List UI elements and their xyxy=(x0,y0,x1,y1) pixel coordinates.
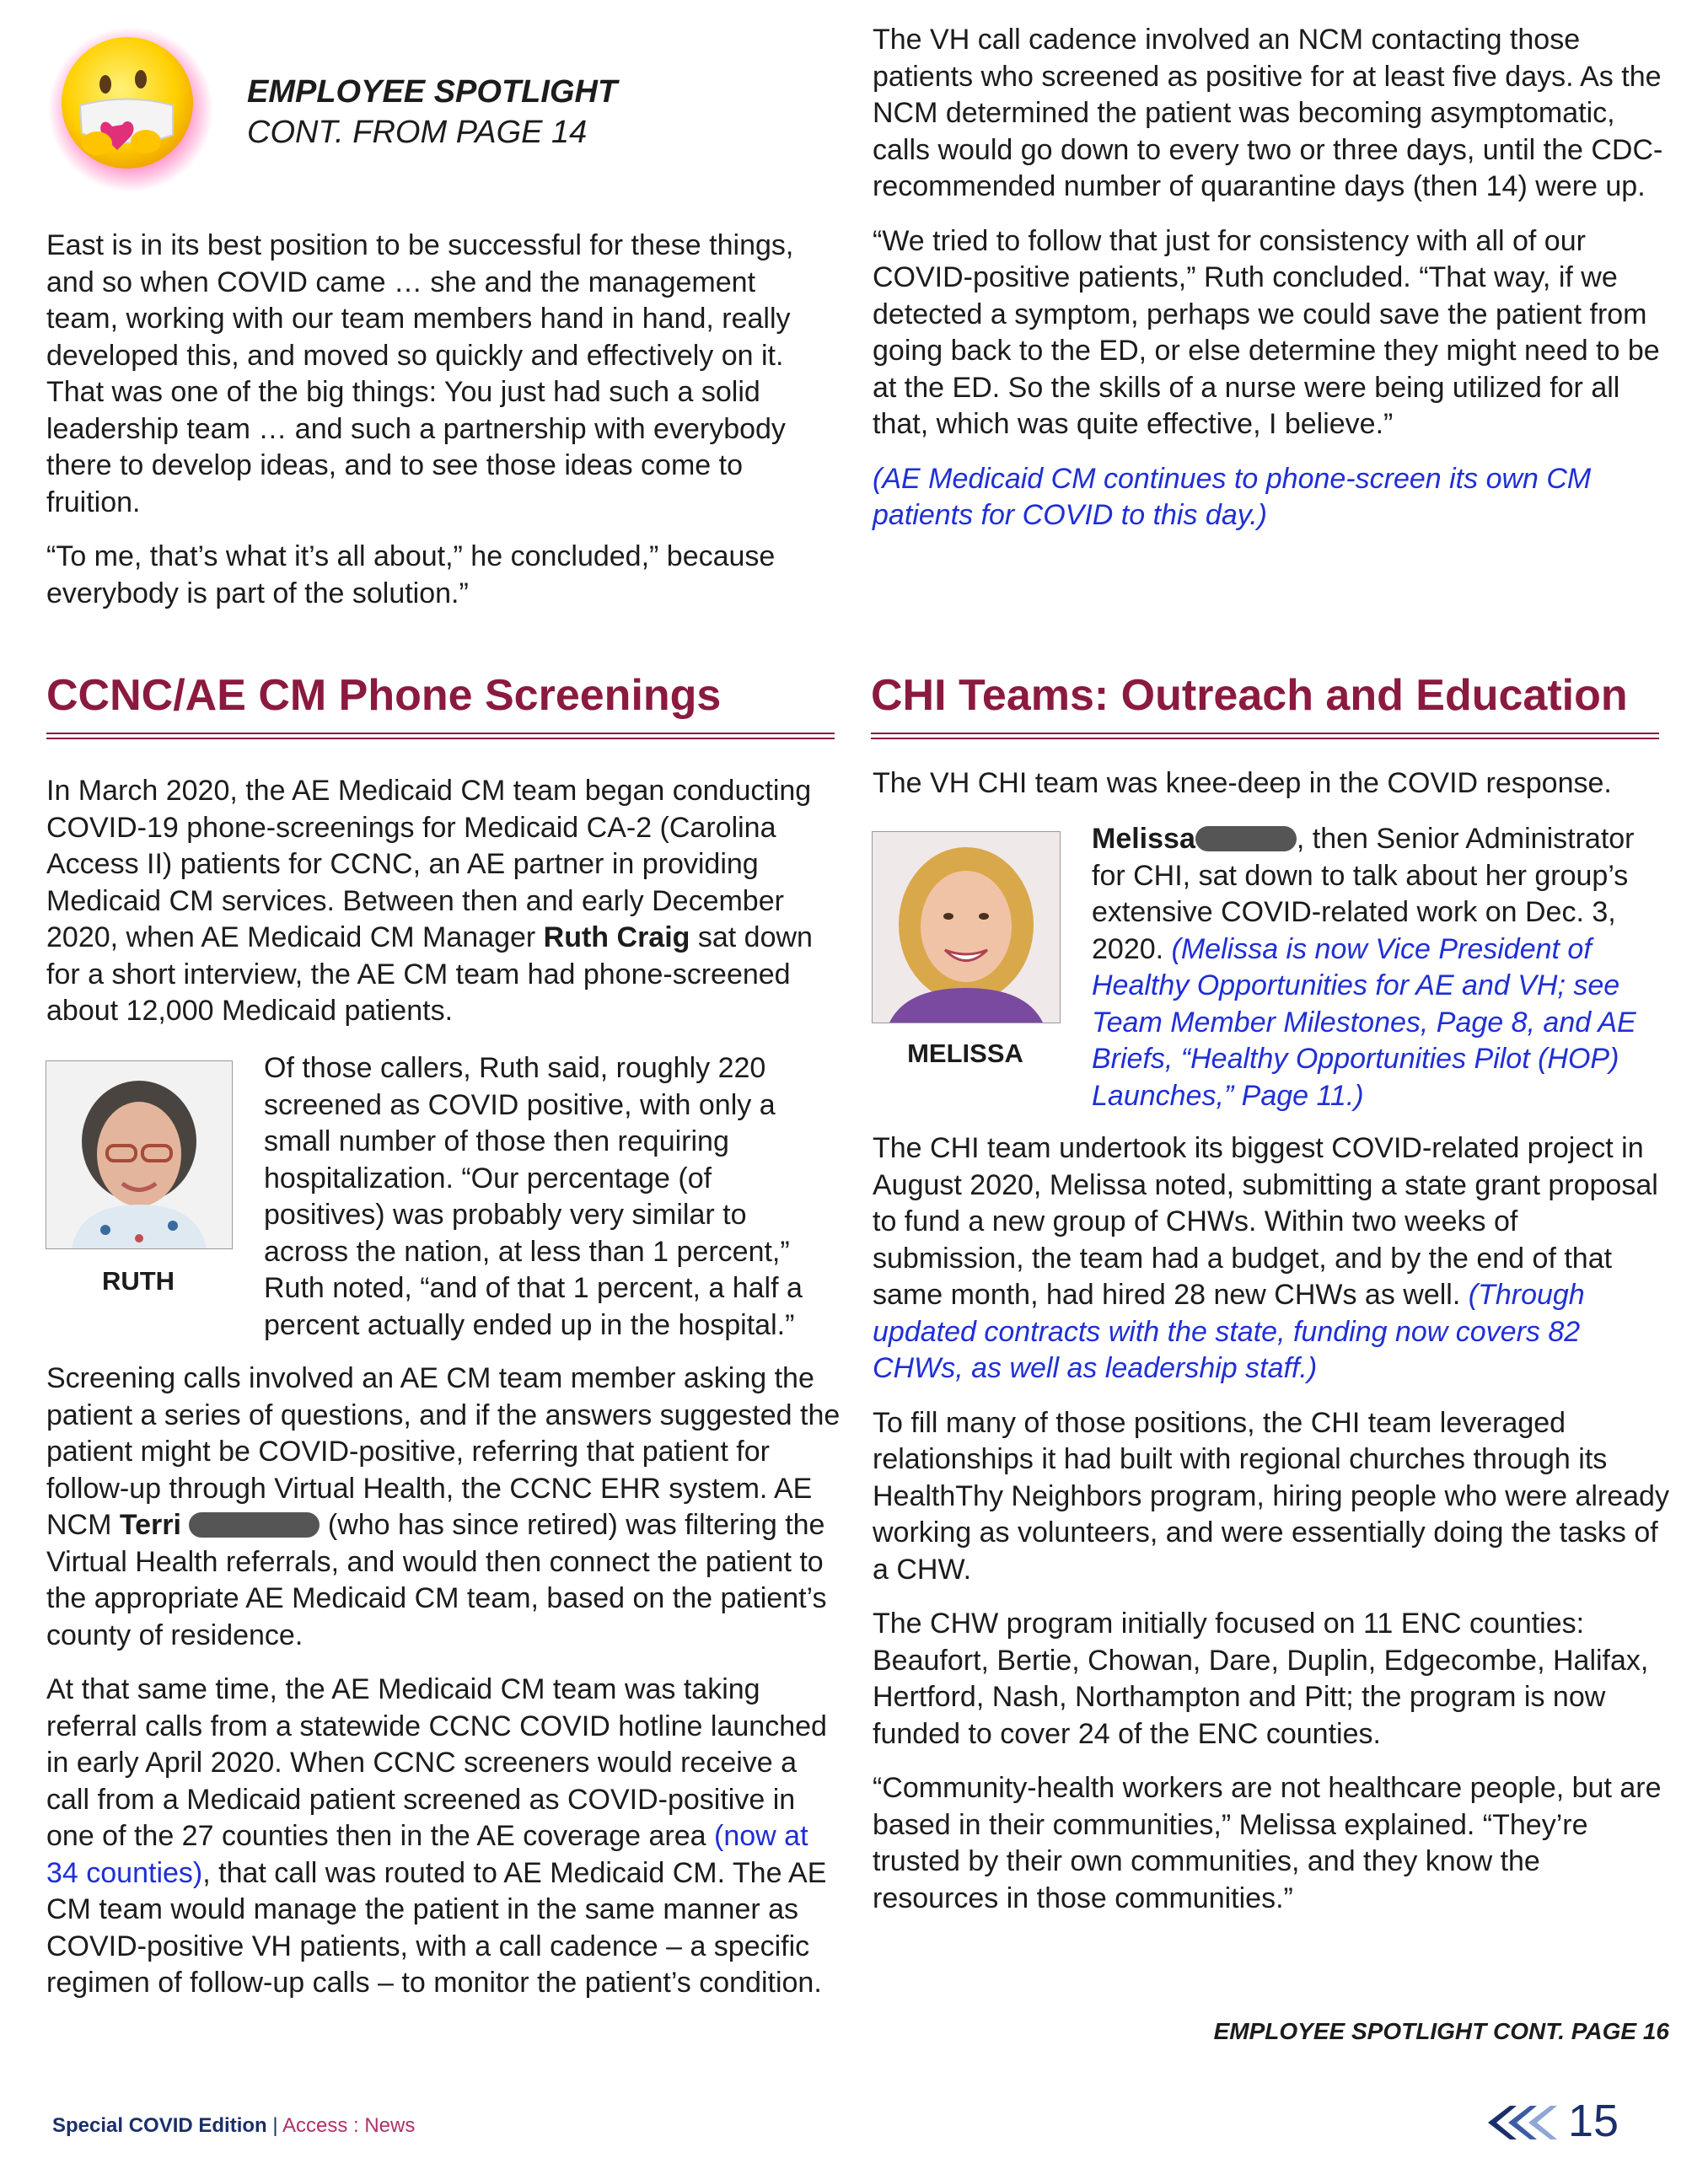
spotlight-title: EMPLOYEE SPOTLIGHT xyxy=(247,74,618,110)
left-column-lower xyxy=(46,1361,843,2020)
right-column-intro xyxy=(873,765,1673,820)
text: Screening calls involved an AE CM team member asking the patient a series of questions, and if the answers suggested the patient might be COVID-positive, referring that patient for follow-up through Virtual Health, the CCNC EHR system. AE NCM xyxy=(46,1362,841,1541)
ruth-caption: RUTH xyxy=(101,1266,175,1296)
paragraph xyxy=(1092,821,1673,1114)
text: , that call was routed to AE Medicaid CM. The AE CM team would manage the patient in the same manner as COVID-positive VH patients, with a call cadence – a specific regimen of follow-up calls – to monitor the patient’s condition. xyxy=(46,1856,827,1999)
editor-note: (Melissa is now Vice President of Healthy Opportunities for AE and VH; see Team Member Milestones, Page 8, and AE Briefs, “Healthy Opportunities Pilot (HOP) Launches,” Page 11.) xyxy=(1092,932,1636,1112)
right-column-body xyxy=(873,1130,1673,1935)
redaction-bar xyxy=(1195,826,1297,851)
paragraph xyxy=(873,1130,1673,1388)
paragraph: “To me, that’s what it’s all about,” he concluded,” because everybody is part of the solution.” xyxy=(46,540,776,609)
heading-divider xyxy=(46,733,835,739)
ruth-quote-block xyxy=(264,1050,837,1361)
paragraph xyxy=(46,773,839,1030)
footer-credit xyxy=(52,2114,415,2138)
paragraph: The VH CHI team was knee-deep in the COVID response. xyxy=(873,767,1612,799)
paragraph: The VH call cadence involved an NCM contacting those patients who screened as positive for at least five days. As the NCM determined the patient was becoming asymptomatic, calls would go down to every two or three days, until the CDC-recommended number of quarantine days (then 14) were up. xyxy=(873,24,1663,202)
paragraph: Of those callers, Ruth said, roughly 220 screened as COVID positive, with only a small number of those then requiring hospitalization. “Our percentage (of positives) was probably very similar to across the nation, at less than 1 percent,” Ruth noted, “and of that 1 percent, a half a percent actually ended up in the hospital.” xyxy=(264,1052,803,1341)
section-heading-chi xyxy=(871,670,1659,739)
paragraph: “We tried to follow that just for consistency with all of our COVID-positive patients,” Ruth concluded. “That way, if we detected a symptom, perhaps we could save the patient from going back to the ED, or else determine they might need to be at the ED. So the skills of a nurse were being utilized for all that, which was quite effective, I believe.” xyxy=(873,224,1660,440)
section-title: CHI Teams: Outreach and Education xyxy=(871,671,1628,720)
left-column-body xyxy=(46,773,839,1048)
left-column-top xyxy=(46,228,835,630)
text: The CHI team undertook its biggest COVID-related project in August 2020, Melissa noted, submitting a state grant proposal to fund a new group of CHWs. Within two weeks of submission, the team had a budget, and by the end of that same month, had hired 28 new CHWs as well. xyxy=(873,1132,1658,1311)
melissa-intro-block xyxy=(1092,821,1673,1132)
continued-note: EMPLOYEE SPOTLIGHT CONT. PAGE 16 xyxy=(1213,2018,1669,2044)
person-name: Ruth Craig xyxy=(543,921,690,953)
editor-note: (AE Medicaid CM continues to phone-screen its own CM patients for COVID to this day.) xyxy=(873,462,1592,531)
paragraph: “Community-health workers are not healthcare people, but are based in their communities,” Melissa explained. “They’re trusted by their own communities, and they know the resources in those communities.” xyxy=(873,1772,1662,1914)
footer-separator: | xyxy=(272,2114,278,2137)
section-title: CCNC/AE CM Phone Screenings xyxy=(46,671,722,720)
publication-name: Access : News xyxy=(282,2114,416,2137)
heading-divider xyxy=(871,733,1659,739)
paragraph xyxy=(46,1672,843,2002)
text: In March 2020, the AE Medicaid CM team began conducting COVID-19 phone-screenings for Medicaid CA-2 (Carolina Access II) patients for CCNC, an AE partner in providing Medicaid CM services. Between then and early December 2020, when AE Medicaid CM Manager xyxy=(46,775,812,953)
person-name: Terri xyxy=(119,1509,181,1541)
ruth-photo xyxy=(46,1060,233,1249)
right-column-top xyxy=(873,22,1673,552)
text: , then Senior Administrator for CHI, sat down to talk about her group’s extensive COVID-related work on Dec. 3, 2020. xyxy=(1092,823,1635,965)
melissa-photo xyxy=(872,831,1061,1023)
edition-label: Special COVID Edition xyxy=(52,2114,267,2137)
section-heading-ccnc xyxy=(46,670,835,739)
text: (who has since retired) was filtering the Virtual Health referrals, and would then connect the patient to the appropriate AE Medicaid CM team, based on the patient’s county of residence. xyxy=(46,1509,827,1651)
page-number: 15 xyxy=(1568,2096,1619,2146)
county-note: (now at 34 counties) xyxy=(46,1820,808,1889)
paragraph xyxy=(46,1361,843,1654)
editor-note: (Through updated contracts with the state, funding now covers 82 CHWs, as well as leadership staff.) xyxy=(873,1279,1585,1384)
melissa-caption: MELISSA xyxy=(907,1039,1023,1068)
text: sat down for a short interview, the AE CM team had phone-screened about 12,000 Medicaid patients. xyxy=(46,921,813,1027)
text: At that same time, the AE Medicaid CM team was taking referral calls from a statewide CCNC COVID hotline launched in early April 2020. When CCNC screeners would receive a call from a Medicaid patient screened as COVID-positive in one of the 27 counties then in the AE coverage area xyxy=(46,1673,827,1852)
paragraph: The CHW program initially focused on 11 ENC counties: Beaufort, Bertie, Chowan, Dare, Duplin, Edgecombe, Halifax, Hertford, Nash, Northampton and Pitt; the program is now funded to cover 24 of the ENC counties. xyxy=(873,1608,1649,1750)
redaction-bar xyxy=(189,1512,320,1538)
paragraph: East is in its best position to be successful for these things, and so when COVID came … she and the management team, working with our team members hand in hand, really developed this, and moved so quickly and effectively on it. That was one of the big things: You just had such a solid leadership team … and such a partnership with everybody there to develop ideas, and to see those ideas come to fruition. xyxy=(46,229,794,518)
person-name: Melissa xyxy=(1092,823,1195,855)
paragraph: To fill many of those positions, the CHI team leveraged relationships it had built with regional churches through its HealthThy Neighbors program, hiring people who were already working as volunteers, and were essentially doing the tasks of a CHW. xyxy=(873,1406,1669,1586)
double-chevron-left-icon xyxy=(1486,2104,1564,2141)
masked-emoji-icon xyxy=(46,25,215,194)
spotlight-subtitle: CONT. FROM PAGE 14 xyxy=(247,115,588,150)
